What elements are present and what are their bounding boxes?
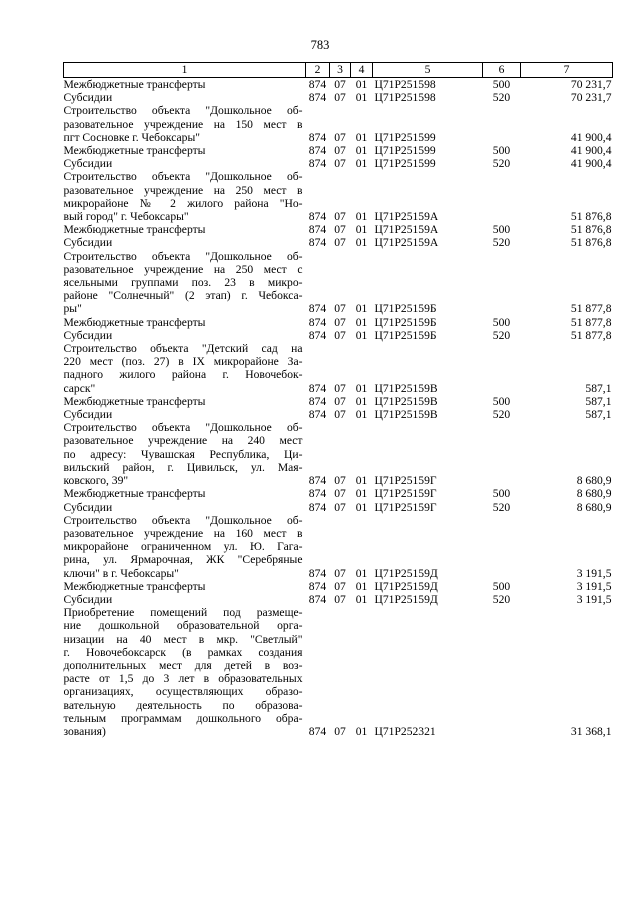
cell-section: 07 — [334, 223, 346, 237]
name-line: Субсидии — [63, 328, 113, 342]
cell-name — [64, 316, 306, 329]
cell-subsection: 01 — [355, 91, 368, 105]
table-row — [64, 421, 613, 487]
table-row — [64, 236, 613, 249]
cell-amount: 587,1 — [585, 381, 612, 395]
name-line: Межбюджетные трансферты — [63, 394, 206, 408]
cell-target-article: Ц71Р25159А — [374, 236, 439, 250]
table-row — [64, 250, 613, 316]
header-col-6: 6 — [483, 63, 521, 78]
cell-target-article: Ц71Р25159В — [374, 394, 438, 408]
cell-ministry-code: 874 — [308, 91, 327, 105]
cell-name — [64, 104, 306, 144]
name-line: Строительство объекта "Дошкольное об- — [63, 104, 303, 118]
cell-target-article: Ц71Р25159А — [374, 210, 439, 224]
cell-target-article: Ц71Р251599 — [374, 130, 436, 144]
cell-ministry-code: 874 — [308, 487, 327, 501]
cell-expense-type: 520 — [492, 91, 511, 105]
cell-section: 07 — [334, 91, 346, 105]
cell-expense-type: 500 — [492, 394, 511, 408]
header-col-1: 1 — [64, 63, 306, 78]
table-row — [64, 329, 613, 342]
table-row — [64, 104, 613, 144]
cell-subsection: 01 — [355, 408, 368, 422]
name-line: зования) — [63, 724, 106, 738]
table-row — [64, 606, 613, 738]
cell-name — [64, 236, 306, 249]
cell-expense-type — [483, 170, 521, 223]
cell-subsection: 01 — [355, 474, 368, 488]
name-line: разовательное учреждение на 160 мест в — [63, 526, 303, 540]
cell-ministry-code: 874 — [308, 223, 327, 237]
cell-target-article: Ц71Р25159Г — [374, 474, 437, 488]
cell-name — [64, 223, 306, 236]
name-line: Строительство объекта "Детский сад на — [63, 342, 303, 356]
name-line: Субсидии — [63, 408, 113, 422]
name-line: г. Новочебоксарск (в рамках создания — [63, 645, 303, 659]
name-line: Межбюджетные трансферты — [63, 487, 206, 501]
cell-subsection: 01 — [355, 315, 368, 329]
name-line: разовательное учреждение на 150 мест в — [63, 117, 303, 131]
cell-ministry-code: 874 — [308, 579, 327, 593]
cell-name — [64, 421, 306, 487]
table-row — [64, 91, 613, 104]
cell-target-article: Ц71Р252321 — [374, 724, 436, 738]
cell-amount: 70 231,7 — [570, 91, 612, 105]
name-line: ры" — [63, 302, 82, 316]
cell-subsection: 01 — [355, 394, 368, 408]
name-line: рина, ул. Ярмарочная, ЖК "Серебряные — [63, 553, 303, 567]
cell-expense-type: 500 — [492, 579, 511, 593]
table-row — [64, 157, 613, 170]
cell-section: 07 — [334, 579, 346, 593]
cell-ministry-code: 874 — [308, 236, 327, 250]
cell-name — [64, 593, 306, 606]
table-row — [64, 593, 613, 606]
name-line: Субсидии — [63, 91, 113, 105]
cell-name — [64, 157, 306, 170]
table-row — [64, 223, 613, 236]
cell-section: 07 — [334, 130, 346, 144]
header-col-2: 2 — [306, 63, 330, 78]
name-line: Межбюджетные трансферты — [63, 315, 206, 329]
name-line: Строительство объекта "Дошкольное об- — [63, 249, 303, 263]
cell-amount: 51 876,8 — [570, 210, 612, 224]
cell-section: 07 — [334, 157, 346, 171]
cell-subsection: 01 — [355, 236, 368, 250]
cell-expense-type: 520 — [492, 236, 511, 250]
table-row — [64, 580, 613, 593]
cell-expense-type — [483, 606, 521, 738]
cell-subsection: 01 — [355, 592, 368, 606]
cell-ministry-code: 874 — [308, 566, 327, 580]
cell-expense-type: 520 — [492, 157, 511, 171]
cell-expense-type: 500 — [492, 223, 511, 237]
cell-expense-type: 500 — [492, 487, 511, 501]
cell-ministry-code: 874 — [308, 315, 327, 329]
cell-section: 07 — [334, 381, 346, 395]
cell-subsection: 01 — [355, 144, 368, 158]
cell-amount: 8 680,9 — [576, 474, 612, 488]
cell-section: 07 — [334, 236, 346, 250]
name-line: ключи" в г. Чебоксары" — [63, 566, 179, 580]
cell-amount: 8 680,9 — [576, 487, 612, 501]
cell-ministry-code: 874 — [308, 157, 327, 171]
header-col-7: 7 — [521, 63, 613, 78]
cell-target-article: Ц71Р25159Б — [374, 315, 437, 329]
cell-expense-type: 500 — [492, 78, 511, 91]
header-col-3: 3 — [330, 63, 351, 78]
cell-ministry-code: 874 — [308, 592, 327, 606]
name-line: сарск" — [63, 381, 96, 395]
cell-ministry-code: 874 — [308, 408, 327, 422]
cell-amount: 51 877,8 — [570, 315, 612, 329]
cell-name — [64, 580, 306, 593]
cell-section: 07 — [334, 724, 346, 738]
cell-subsection: 01 — [355, 487, 368, 501]
cell-section: 07 — [334, 566, 346, 580]
cell-ministry-code: 874 — [308, 500, 327, 514]
cell-ministry-code: 874 — [308, 381, 327, 395]
cell-name — [64, 395, 306, 408]
cell-subsection: 01 — [355, 724, 368, 738]
cell-amount: 41 900,4 — [570, 130, 612, 144]
name-line: Приобретение помещений под размеще- — [63, 606, 303, 620]
cell-expense-type: 520 — [492, 408, 511, 422]
cell-ministry-code: 874 — [308, 302, 327, 316]
name-line: дополнительных мест для детей в воз- — [63, 658, 303, 672]
cell-target-article: Ц71Р251599 — [374, 144, 436, 158]
cell-target-article: Ц71Р25159Б — [374, 302, 437, 316]
table-body — [64, 78, 613, 739]
name-line: ние дошкольной образовательной орга- — [63, 619, 303, 633]
name-line: микрорайоне № 2 жилого района "Но- — [63, 196, 303, 210]
name-line: ковского, 39" — [63, 474, 129, 488]
cell-expense-type — [483, 421, 521, 487]
name-line: пгт Сосновке г. Чебоксары" — [63, 130, 200, 144]
cell-name — [64, 329, 306, 342]
cell-section: 07 — [334, 592, 346, 606]
page-number: 783 — [310, 38, 330, 52]
name-line: тельным программам дошкольного обра- — [63, 711, 303, 725]
cell-amount: 3 191,5 — [576, 566, 612, 580]
cell-amount: 51 877,8 — [570, 328, 612, 342]
table-row — [64, 342, 613, 395]
cell-target-article: Ц71Р25159Б — [374, 328, 437, 342]
cell-name — [64, 487, 306, 500]
cell-target-article: Ц71Р251599 — [374, 157, 436, 171]
cell-amount: 587,1 — [585, 394, 612, 408]
name-line: Межбюджетные трансферты — [63, 223, 206, 237]
name-line: Субсидии — [63, 592, 113, 606]
table-row — [64, 395, 613, 408]
cell-amount: 31 368,1 — [570, 724, 612, 738]
cell-section: 07 — [334, 302, 346, 316]
cell-target-article: Ц71Р251598 — [374, 78, 436, 91]
table-header — [64, 63, 613, 78]
name-line: вательную деятельность по образова- — [63, 698, 303, 712]
cell-section: 07 — [334, 394, 346, 408]
cell-amount: 41 900,4 — [570, 157, 612, 171]
header-col-4: 4 — [351, 63, 373, 78]
name-line: Межбюджетные трансферты — [63, 78, 206, 91]
cell-section: 07 — [334, 328, 346, 342]
cell-expense-type: 500 — [492, 144, 511, 158]
cell-ministry-code: 874 — [308, 130, 327, 144]
name-line: вый город" г. Чебоксары" — [63, 210, 189, 224]
cell-amount: 8 680,9 — [576, 500, 612, 514]
name-line: Строительство объекта "Дошкольное об- — [63, 513, 303, 527]
cell-amount: 51 876,8 — [570, 236, 612, 250]
name-line: организациях, осуществляющих образо- — [63, 685, 303, 699]
table-row — [64, 316, 613, 329]
name-line: Строительство объекта "Дошкольное об- — [63, 421, 303, 435]
cell-target-article: Ц71Р25159Г — [374, 500, 437, 514]
cell-ministry-code: 874 — [308, 394, 327, 408]
cell-amount: 3 191,5 — [576, 592, 612, 606]
cell-subsection: 01 — [355, 566, 368, 580]
table-row — [64, 78, 613, 92]
cell-expense-type — [483, 514, 521, 580]
cell-amount: 70 231,7 — [570, 78, 612, 91]
cell-section: 07 — [334, 144, 346, 158]
cell-expense-type — [483, 250, 521, 316]
cell-target-article: Ц71Р25159В — [374, 408, 438, 422]
cell-subsection: 01 — [355, 130, 368, 144]
header-col-5: 5 — [373, 63, 483, 78]
name-line: Строительство объекта "Дошкольное об- — [63, 170, 303, 184]
cell-target-article: Ц71Р25159Д — [374, 566, 438, 580]
cell-name — [64, 342, 306, 395]
cell-section: 07 — [334, 474, 346, 488]
name-line: Субсидии — [63, 157, 113, 171]
cell-name — [64, 514, 306, 580]
cell-amount: 3 191,5 — [576, 579, 612, 593]
cell-ministry-code: 874 — [308, 724, 327, 738]
cell-section: 07 — [334, 315, 346, 329]
name-line: по адресу: Чувашская Республика, Ци- — [63, 447, 303, 461]
name-line: низации на 40 мест в мкр. "Светлый" — [63, 632, 303, 646]
name-line: ясельными группами поз. 23 в микро- — [63, 276, 303, 290]
name-line: Субсидии — [63, 236, 113, 250]
cell-name — [64, 606, 306, 738]
table-row — [64, 514, 613, 580]
name-line: 220 мест (поз. 27) в IX микрорайоне За- — [63, 355, 303, 369]
cell-ministry-code: 874 — [308, 78, 327, 91]
cell-name — [64, 408, 306, 421]
cell-name — [64, 144, 306, 157]
table-row — [64, 144, 613, 157]
cell-name — [64, 501, 306, 514]
name-line: разовательное учреждение на 240 мест — [63, 434, 303, 448]
cell-expense-type: 500 — [492, 315, 511, 329]
name-line: Субсидии — [63, 500, 113, 514]
cell-section: 07 — [334, 408, 346, 422]
cell-target-article: Ц71Р25159Д — [374, 579, 438, 593]
cell-name — [64, 170, 306, 223]
table-row — [64, 487, 613, 500]
cell-subsection: 01 — [355, 328, 368, 342]
cell-subsection: 01 — [355, 579, 368, 593]
cell-subsection: 01 — [355, 302, 368, 316]
cell-ministry-code: 874 — [308, 210, 327, 224]
cell-section: 07 — [334, 487, 346, 501]
cell-subsection: 01 — [355, 210, 368, 224]
cell-expense-type — [483, 104, 521, 144]
cell-ministry-code: 874 — [308, 474, 327, 488]
cell-ministry-code: 874 — [308, 144, 327, 158]
cell-subsection: 01 — [355, 500, 368, 514]
cell-expense-type: 520 — [492, 328, 511, 342]
name-line: разовательное учреждение на 250 мест с — [63, 262, 303, 276]
name-line: падного жилого района г. Новочебок- — [63, 368, 303, 382]
name-line: микрорайоне ограниченном ул. Ю. Гага- — [63, 540, 303, 554]
name-line: расте от 1,5 до 3 лет в образовательных — [63, 672, 303, 686]
table-row — [64, 408, 613, 421]
cell-name — [64, 78, 306, 92]
name-line: разовательное учреждение на 250 мест в — [63, 183, 303, 197]
cell-expense-type — [483, 342, 521, 395]
cell-name — [64, 250, 306, 316]
cell-name — [64, 91, 306, 104]
cell-amount: 51 876,8 — [570, 223, 612, 237]
cell-ministry-code: 874 — [308, 328, 327, 342]
cell-subsection: 01 — [355, 381, 368, 395]
cell-target-article: Ц71Р25159Г — [374, 487, 437, 501]
cell-subsection: 01 — [355, 78, 368, 91]
table-row — [64, 170, 613, 223]
name-line: вильский район, г. Цивильск, ул. Мая- — [63, 460, 303, 474]
cell-subsection: 01 — [355, 157, 368, 171]
cell-target-article: Ц71Р25159Д — [374, 592, 438, 606]
cell-target-article: Ц71Р25159В — [374, 381, 438, 395]
name-line: Межбюджетные трансферты — [63, 144, 206, 158]
cell-target-article: Ц71Р251598 — [374, 91, 436, 105]
cell-section: 07 — [334, 78, 346, 91]
cell-amount: 51 877,8 — [570, 302, 612, 316]
cell-amount: 41 900,4 — [570, 144, 612, 158]
cell-section: 07 — [334, 210, 346, 224]
budget-table — [63, 62, 613, 738]
cell-section: 07 — [334, 500, 346, 514]
cell-expense-type: 520 — [492, 592, 511, 606]
table-row — [64, 501, 613, 514]
name-line: районе "Солнечный" (2 этап) г. Чебокса- — [63, 289, 303, 303]
name-line: Межбюджетные трансферты — [63, 579, 206, 593]
cell-amount: 587,1 — [585, 408, 612, 422]
cell-expense-type: 520 — [492, 500, 511, 514]
cell-subsection: 01 — [355, 223, 368, 237]
cell-target-article: Ц71Р25159А — [374, 223, 439, 237]
